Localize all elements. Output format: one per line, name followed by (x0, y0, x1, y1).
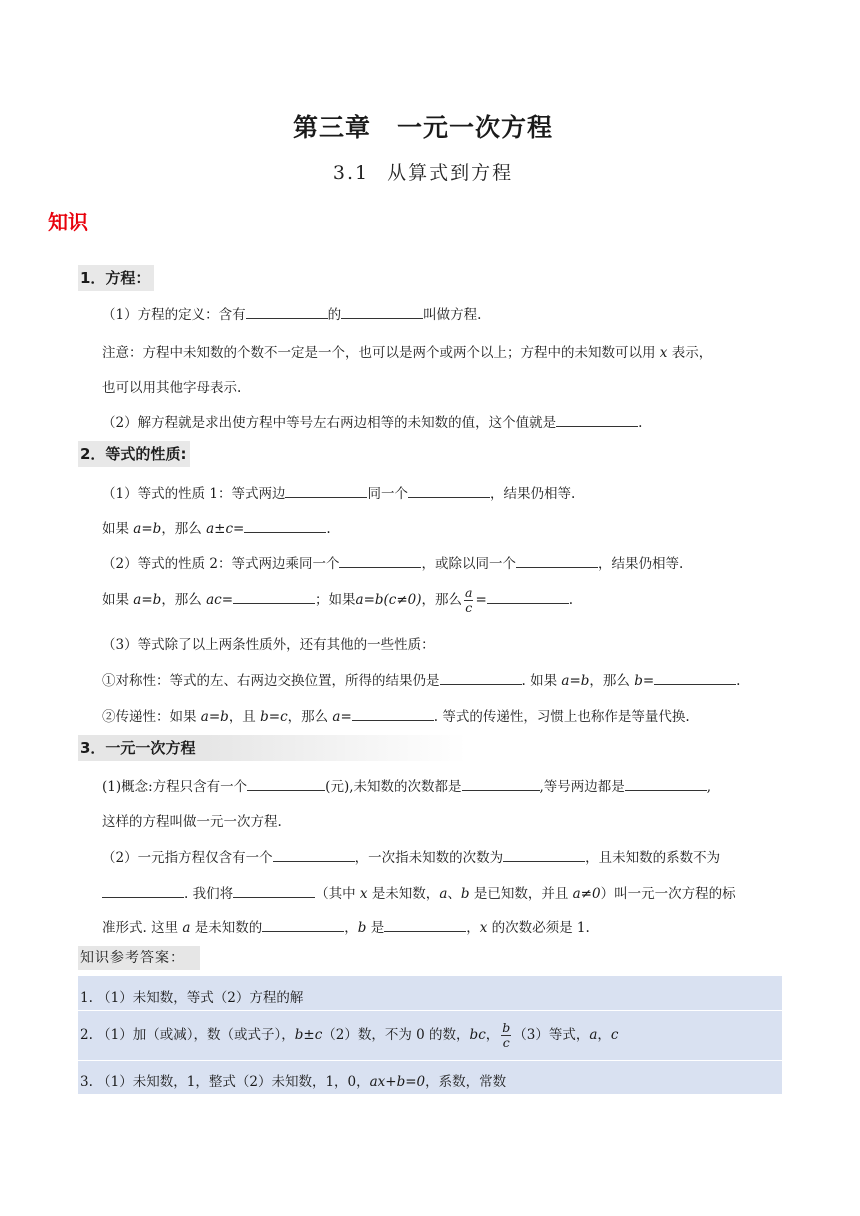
blank (516, 555, 598, 568)
definition-line-2: . 我们将 （其中 x 是未知数，a、b 是已知数，并且 a≠0）叫一元一次方程的标 (102, 882, 736, 902)
blank (102, 885, 184, 898)
blank (625, 778, 707, 791)
property-3: （3）等式除了以上两条性质外，还有其他的一些性质： (102, 637, 435, 653)
definition-line-1: （2）一元指方程仅含有一个 ，一次指未知数的次数为 ，且未知数的系数不为 (102, 850, 721, 866)
blank (233, 885, 315, 898)
answer-row-1: 1. （1）未知数，等式（2）方程的解 (80, 990, 304, 1006)
answer-row-2: 2. （1）加（或减），数（或式子），b±c（2）数，不为 0 的数，bc， $\frac{b}{c}$ （3）等式，a，c (78, 1010, 782, 1061)
solve-equation: （2）解方程就是求出使方程中等号左右两边相等的未知数的值，这个值就是 . (102, 415, 643, 431)
blank (262, 919, 344, 932)
property-2: （2）等式的性质 2：等式两边乘同一个 ，或除以同一个 ，结果仍相等. (102, 556, 684, 572)
blank (244, 520, 326, 533)
answer-row-3: 3. （1）未知数，1，整式（2）未知数，1，0，ax+b=0，系数，常数 (78, 1060, 782, 1095)
chapter-title: 第三章 一元一次方程 (292, 113, 553, 142)
blank (384, 919, 466, 932)
symmetry-property: ①对称性：等式的左、右两边交换位置，所得的结果仍是 . 如果 a=b，那么 b= . (102, 673, 741, 689)
blank (556, 414, 638, 427)
blank (247, 778, 325, 791)
answers-label: 知识参考答案： (78, 946, 200, 970)
blank (487, 591, 569, 604)
definition-line-3: 准形式. 这里 a 是未知数的 ，b 是 ，x 的次数必须是 1. (102, 920, 590, 936)
fraction-b-over-c: $\frac{b}{c}$ (502, 1020, 511, 1050)
section-number: 3.1 (332, 162, 370, 184)
blank (246, 306, 328, 319)
topic-2-title: 2．等式的性质: (78, 441, 190, 467)
blank (285, 485, 367, 498)
equation-definition: （1）方程的定义：含有 的 叫做方程. (102, 307, 482, 323)
blank (341, 306, 423, 319)
property-1: （1）等式的性质 1：等式两边 同一个 ，结果仍相等. (102, 486, 576, 502)
property-1-example: 如果 a=b，那么 a±c= . (102, 521, 331, 537)
blank (440, 672, 522, 685)
topic-1-title: 1．方程： (78, 265, 154, 291)
concept-line-2: 这样的方程叫做一元一次方程. (102, 814, 282, 830)
blank (339, 555, 421, 568)
answers-box (78, 976, 782, 1094)
fraction-a-over-c: $\frac{a}{c}$ (465, 585, 473, 615)
property-2-example: 如果 a=b，那么 ac= ；如果a=b(c≠0)，那么 $\frac{a}{c}$ = . (102, 585, 574, 615)
transitivity-property: ②传递性：如果 a=b，且 b=c，那么 a= . 等式的传递性，习惯上也称作是等量代换. (102, 709, 690, 725)
section-name: 从算式到方程 (387, 162, 514, 184)
blank (352, 708, 434, 721)
note-line-2: 也可以用其他字母表示. (102, 380, 242, 396)
concept-line-1: (1)概念:方程只含有一个 (元),未知数的次数都是 ,等号两边都是 , (102, 779, 712, 795)
knowledge-heading: 知识 (48, 210, 88, 234)
blank (654, 672, 736, 685)
topic-3-title: 3．一元一次方程 (78, 735, 784, 761)
blank (273, 849, 355, 862)
blank (503, 849, 585, 862)
note-line-1: 注意：方程中未知数的个数不一定是一个，也可以是两个或两个以上；方程中的未知数可以用 x 表示， (102, 345, 713, 361)
blank (233, 591, 315, 604)
section-title (0, 158, 846, 185)
blank (462, 778, 540, 791)
blank (408, 485, 490, 498)
